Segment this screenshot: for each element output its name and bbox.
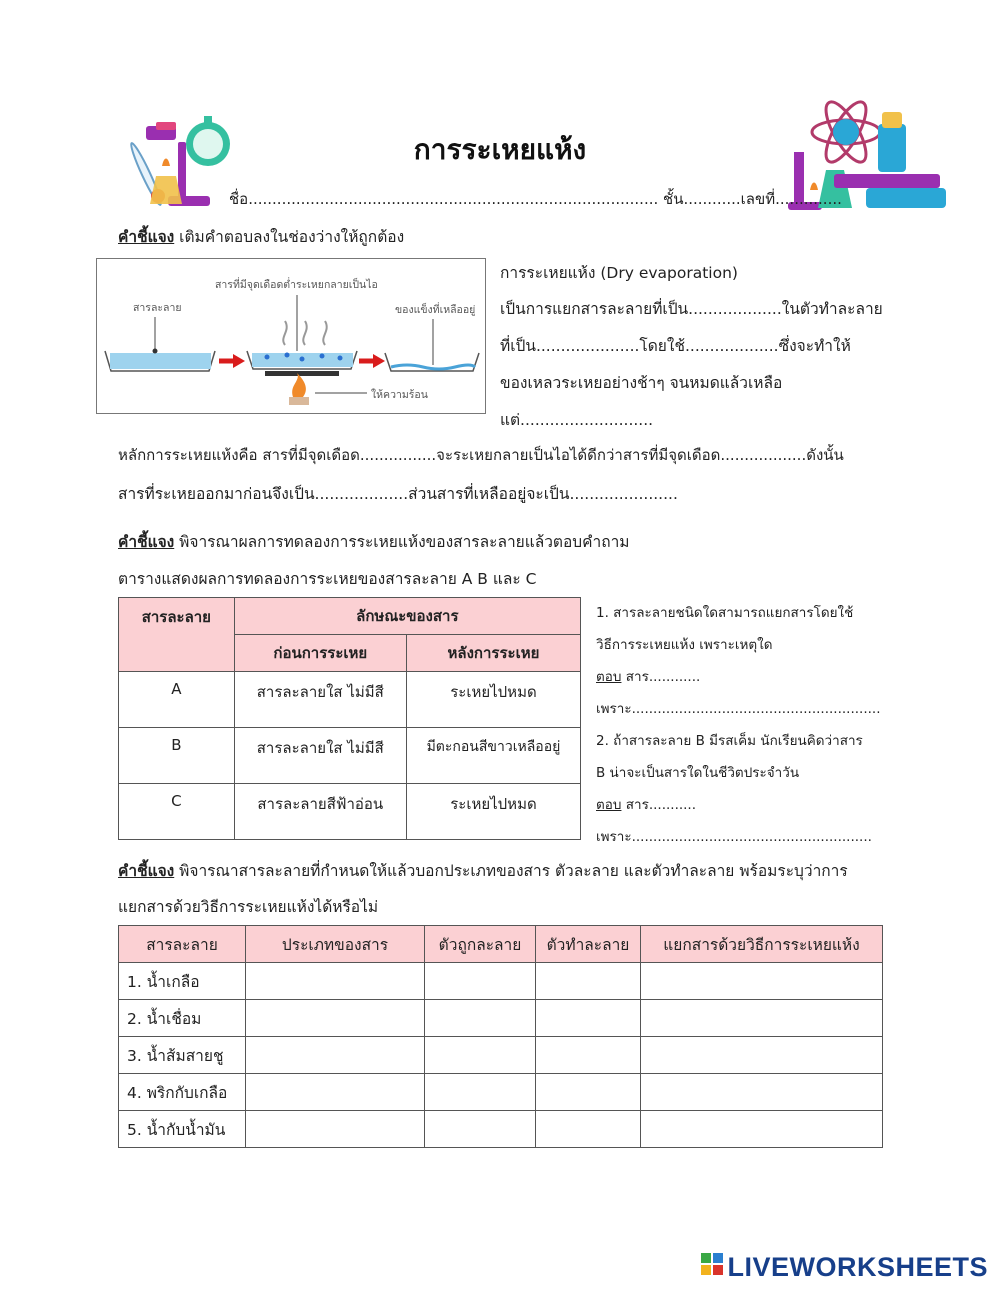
instruction-text: พิจารณาผลการทดลองการระเหยแห้งของสารละลายแล้วตอบคำถาม [174,533,630,551]
question-2-because: เพราะ........................................................ [596,829,872,845]
principle-line: สารที่ระเหยออกมาก่อนจึงเป็น...................ส่วนสารที่เหลืออยู่จะเป็น...................... [118,485,678,503]
principle-line: หลักการระเหยแห้งคือ สารที่มีจุดเดือด................จะระเหยกลายเป็นไอได้ดีกว่าสารที่มีจุดเดือด..................ดังนั้น [118,446,844,464]
answer-cell[interactable] [425,963,536,1000]
question-1-because: เพราะ.......................................................... [596,701,881,717]
header-property: ลักษณะของสาร [234,598,580,635]
table-cell: มีตะกอนสีขาวเหลืออยู่ [406,728,580,784]
instruction-label: คำชี้แจง [118,228,175,246]
instruction-text: พิจารณาสารละลายที่กำหนดให้แล้วบอกประเภทของสาร ตัวละลาย และตัวทำละลาย พร้อมระบุว่าการ [174,862,848,880]
answer-cell[interactable] [246,1037,425,1074]
answer-cell[interactable] [641,1074,883,1111]
answer-cell[interactable] [246,1000,425,1037]
header-before: ก่อนการระเหย [234,635,406,672]
diagram-label-residue: ของแข็งที่เหลืออยู่ [395,304,476,316]
liveworksheets-logo[interactable] [701,1252,988,1284]
diagram-label-solution: สารละลาย [133,302,182,314]
classification-table [118,925,883,1148]
answer-label: ตอบ [596,797,622,813]
answer-label: ตอบ [596,669,622,685]
table-cell: ระเหยไปหมด [406,784,580,840]
header-cell: ตัวถูกละลาย [425,926,536,963]
logo-text: LIVEWORKSHEETS [727,1252,988,1282]
answer-cell[interactable] [536,1111,641,1148]
instruction-3 [118,858,848,883]
table-cell: B [119,728,235,784]
table-row-label: 4. พริกกับเกลือ [119,1074,246,1111]
table-cell: ระเหยไปหมด [406,672,580,728]
page-title: การระเหยแห้ง [413,133,587,166]
instruction-text: เติมคำตอบลงในช่องว่างให้ถูกต้อง [174,228,405,246]
question-2-line2: B น่าจะเป็นสารใดในชีวิตประจำวัน [596,765,800,781]
header-cell: แยกสารด้วยวิธีการระเหยแห้ง [641,926,883,963]
question-1-line1: 1. สารละลายชนิดใดสามารถแยกสารโดยใช้ [596,605,854,621]
results-table [118,597,581,840]
answer-cell[interactable] [425,1074,536,1111]
table-cell: C [119,784,235,840]
diagram-label-low-boiling: สารที่มีจุดเดือดต่ำระเหยกลายเป็นไอ [215,279,378,291]
answer-cell[interactable] [641,1000,883,1037]
table-cell: สารละลายใส ไม่มีสี [234,672,406,728]
student-info-line: ชื่อ...................................................................................... ชั้น............เลขที่.............. [229,190,842,208]
question-2-line1: 2. ถ้าสารละลาย B มีรสเค็ม นักเรียนคิดว่าสาร [596,733,863,749]
table1-caption: ตารางแสดงผลการทดลองการระเหยของสารละลาย A B และ C [118,570,537,588]
header-solution: สารละลาย [119,598,235,672]
table-row-label: 3. น้ำส้มสายชู [119,1037,246,1074]
answer-cell[interactable] [536,1074,641,1111]
instruction-label: คำชี้แจง [118,862,175,880]
header-cell: สารละลาย [119,926,246,963]
table-row-label: 2. น้ำเชื่อม [119,1000,246,1037]
instruction-label: คำชี้แจง [118,533,175,551]
answer-cell[interactable] [425,1037,536,1074]
header-after: หลังการระเหย [406,635,580,672]
answer-cell[interactable] [641,1111,883,1148]
definition-line: ของเหลวระเหยอย่างช้าๆ จนหมดแล้วเหลือ [500,374,783,392]
answer-blank: สาร........... [621,797,697,813]
answer-cell[interactable] [246,1074,425,1111]
answer-cell[interactable] [246,1111,425,1148]
answer-cell[interactable] [425,1111,536,1148]
question-1-line2: วิธีการระเหยแห้ง เพราะเหตุใด [596,637,773,653]
table-cell: สารละลายสีฟ้าอ่อน [234,784,406,840]
answer-cell[interactable] [641,963,883,1000]
answer-cell[interactable] [536,1000,641,1037]
answer-cell[interactable] [536,1037,641,1074]
header-cell: ตัวทำละลาย [536,926,641,963]
answer-cell[interactable] [536,963,641,1000]
evaporation-diagram [96,258,486,414]
question-1-answer [596,665,700,687]
definition-line: เป็นการแยกสารละลายที่เป็น...................ในตัวทำละลาย [500,300,883,318]
table-cell: สารละลายใส ไม่มีสี [234,728,406,784]
table-row-label: 1. น้ำเกลือ [119,963,246,1000]
answer-cell[interactable] [246,963,425,1000]
definition-line: แต่........................... [500,411,654,429]
question-2-answer [596,793,696,815]
header-cell: ประเภทของสาร [246,926,425,963]
answer-blank: สาร............ [621,669,701,685]
definition-line: การระเหยแห้ง (Dry evaporation) [500,264,738,282]
instruction-2 [118,529,630,554]
definition-line: ที่เป็น.....................โดยใช้...................ซึ่งจะทำให้ [500,337,851,355]
table-cell: A [119,672,235,728]
logo-badge-icon [701,1251,723,1282]
table-row-label: 5. น้ำกับน้ำมัน [119,1111,246,1148]
answer-cell[interactable] [641,1037,883,1074]
answer-cell[interactable] [425,1000,536,1037]
instruction-1 [118,224,404,249]
diagram-label-heat: ให้ความร้อน [371,389,428,401]
instruction-3-line2: แยกสารด้วยวิธีการระเหยแห้งได้หรือไม่ [118,898,379,916]
